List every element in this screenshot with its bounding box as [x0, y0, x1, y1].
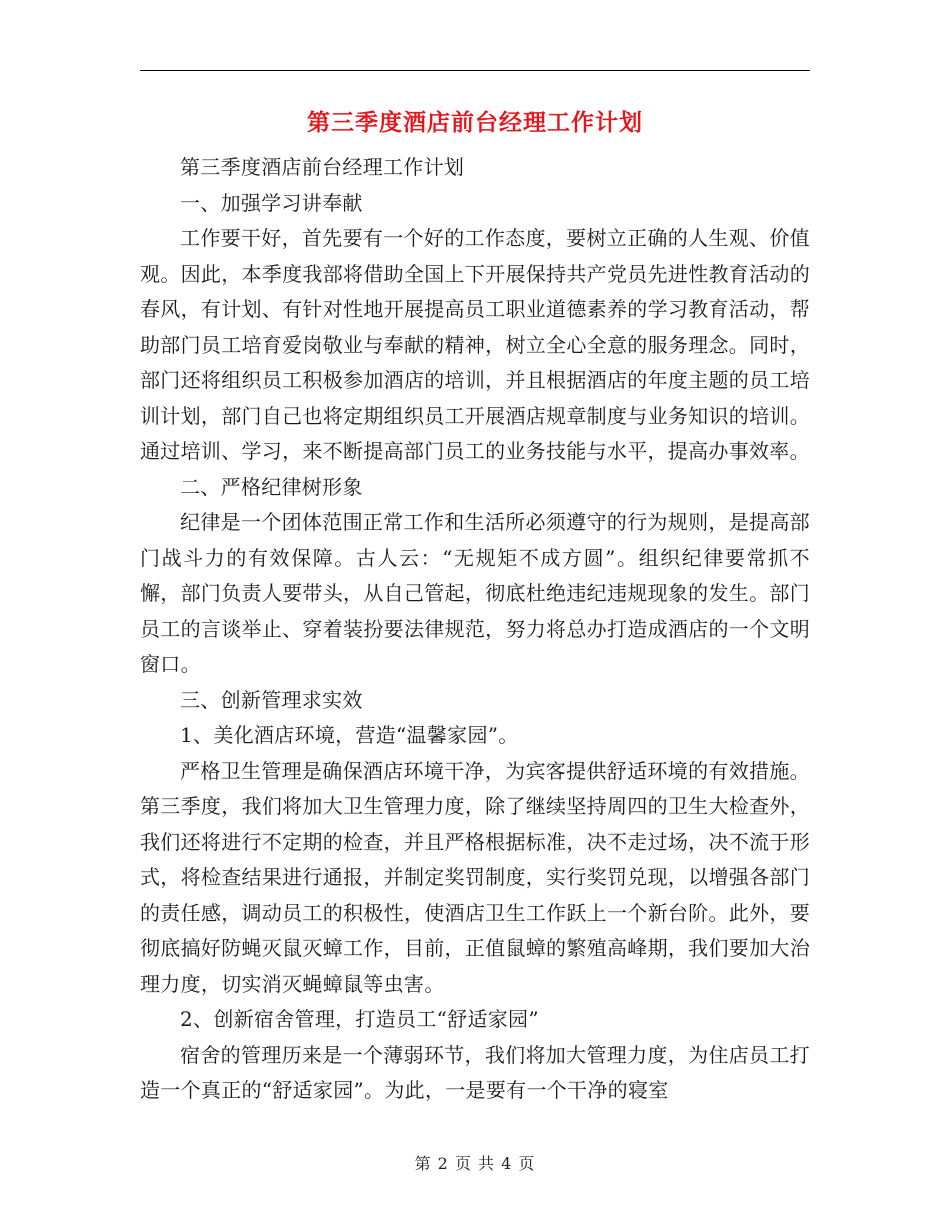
- section-heading-2: 二、严格纪律树形象: [180, 474, 363, 499]
- body-paragraph: 严格卫生管理是确保酒店环境干净，为宾客提供舒适环境的有效措施。第三季度，我们将加大卫生管理力度，除了继续坚持周四的卫生大检查外，我们还将进行不定期的检查，并且严格根据标准，决不走过场，决不流于形式，将检查结果进行通报，并制定奖罚制度，实行奖罚兑现，以增强各部门的责任感，调动员工的积极性，使酒店卫生工作跃上一个新台阶。此外，要彻底搞好防蝇灭鼠灭蟑工作，目前，正值鼠蟑的繁殖高峰期，我们要加大治理力度，切实消灭蝇蟑鼠等虫害。: [140, 758, 810, 996]
- header-rule: [140, 70, 810, 71]
- body-paragraph: 工作要干好，首先要有一个好的工作态度，要树立正确的人生观、价值观。因此，本季度我部将借助全国上下开展保持共产党员先进性教育活动的春风，有计划、有针对性地开展提高员工职业道德素养的学习教育活动，帮助部门员工培育爱岗敬业与奉献的精神，树立全心全意的服务理念。同时，部门还将组织员工积极参加酒店的培训，并且根据酒店的年度主题的员工培训计划，部门自己也将定期组织员工开展酒店规章制度与业务知识的培训。通过培训、学习，来不断提高部门员工的业务技能与水平，提高办事效率。: [140, 226, 810, 463]
- page-number: 第 2 页 共 4 页: [414, 1154, 536, 1173]
- document-body: [140, 150, 810, 1109]
- body-paragraph: 纪律是一个团体范围正常工作和生活所必须遵守的行为规则，是提高部门战斗力的有效保障。古人云：“无规矩不成方圆”。组织纪律要常抓不懈，部门负责人要带头，从自己管起，彻底杜绝违纪违规现象的发生。部门员工的言谈举止、穿着装扮要法律规范，努力将总办打造成酒店的一个文明窗口。: [140, 510, 810, 676]
- body-paragraph: 宿舍的管理历来是一个薄弱环节，我们将加大管理力度，为住店员工打造一个真正的“舒适家园”。为此，一是要有一个干净的寝室: [140, 1042, 810, 1102]
- section-heading-1: 一、加强学习讲奉献: [180, 190, 363, 215]
- section-heading-3: 三、创新管理求实效: [180, 687, 363, 712]
- document-title: 第三季度酒店前台经理工作计划: [307, 110, 643, 136]
- subsection-heading-2: 2、创新宿舍管理，打造员工“舒适家园”: [180, 1007, 539, 1031]
- subtitle-paragraph: 第三季度酒店前台经理工作计划: [180, 155, 465, 179]
- subsection-heading-1: 1、美化酒店环境，营造“温馨家园”。: [180, 723, 519, 747]
